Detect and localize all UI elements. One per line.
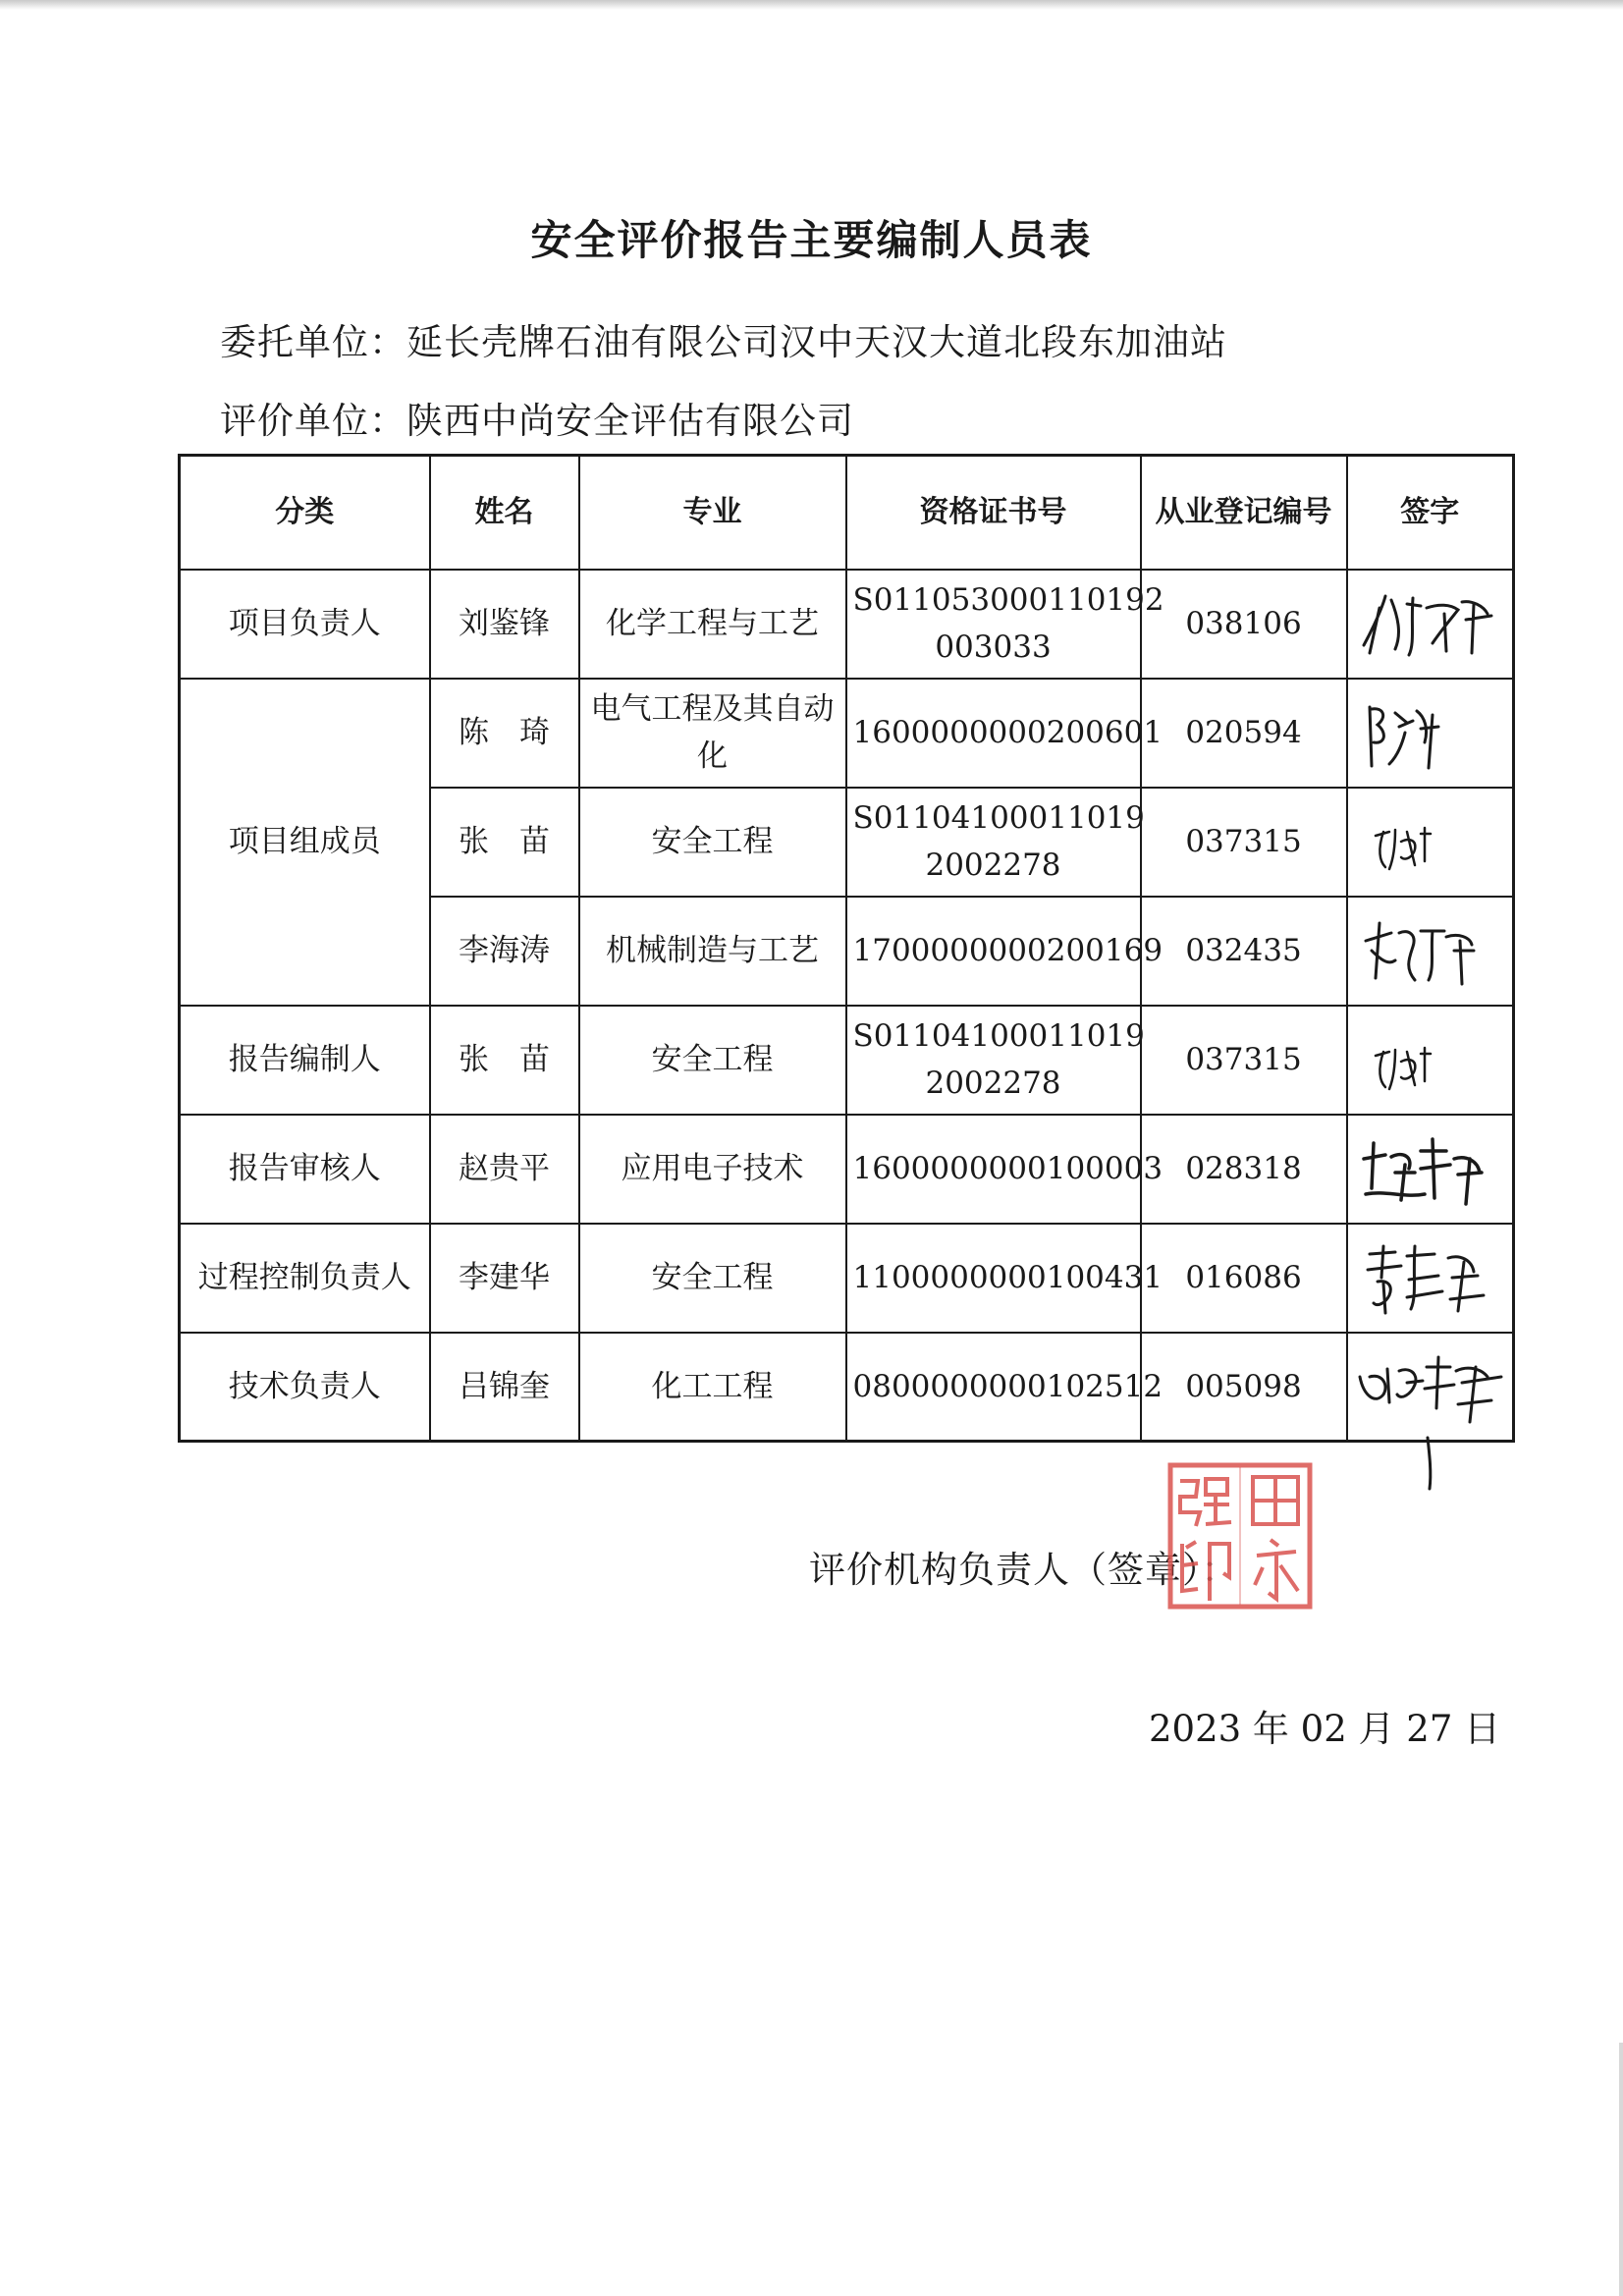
- cell-major: 安全工程: [579, 1224, 846, 1333]
- handwritten-signature-icon: [1356, 1129, 1503, 1208]
- cell-name: 陈 琦: [430, 679, 579, 788]
- handwritten-signature-icon: [1356, 1238, 1503, 1317]
- cell-major: 机械制造与工艺: [579, 897, 846, 1006]
- table-row: [180, 570, 1514, 679]
- cell-major: 化工工程: [579, 1333, 846, 1442]
- cell-major: 化学工程与工艺: [579, 570, 846, 679]
- signature-stroke-mark: [1422, 1434, 1437, 1493]
- cell-cert-no: 1600000000200601: [846, 679, 1141, 788]
- cell-reg-no: 020594: [1141, 679, 1347, 788]
- handwritten-signature-icon: [1356, 584, 1503, 663]
- signature-image: [1347, 1333, 1514, 1442]
- header-reg-no: 从业登记编号: [1141, 456, 1347, 570]
- cell-category: 报告编制人: [180, 1006, 430, 1115]
- cell-major: 安全工程: [579, 1006, 846, 1115]
- cell-category: 过程控制负责人: [180, 1224, 430, 1333]
- table-row: [180, 1224, 1514, 1333]
- header-category: 分类: [180, 456, 430, 570]
- cell-reg-no: 005098: [1141, 1333, 1347, 1442]
- header-signature: 签字: [1347, 456, 1514, 570]
- signature-image: [1347, 1006, 1514, 1115]
- cell-reg-no: 032435: [1141, 897, 1347, 1006]
- client-value: 延长壳牌石油有限公司汉中天汉大道北段东加油站: [406, 321, 1227, 363]
- table-row: [180, 1333, 1514, 1442]
- document-title: 安全评价报告主要编制人员表: [530, 216, 1093, 264]
- cell-cert-no: 1100000000100431: [846, 1224, 1141, 1333]
- scan-edge-top: [0, 0, 1623, 10]
- scan-edge-right: [1619, 2043, 1623, 2296]
- cell-reg-no: 038106: [1141, 570, 1347, 679]
- cell-cert-no: 1600000000100003: [846, 1115, 1141, 1224]
- cell-cert-no: S01104100011019 2002278: [846, 788, 1141, 897]
- table-row: [180, 1006, 1514, 1115]
- cell-major: 电气工程及其自动化: [579, 679, 846, 788]
- cell-name: 李海涛: [430, 897, 579, 1006]
- cell-cert-no: S01104100011019 2002278: [846, 1006, 1141, 1115]
- header-major: 专业: [579, 456, 846, 570]
- table-row: [180, 679, 1514, 788]
- evaluator-value: 陕西中尚安全评估有限公司: [406, 400, 854, 442]
- handwritten-signature-icon: [1354, 1347, 1511, 1426]
- cell-cert-no: 0800000000102512: [846, 1333, 1141, 1442]
- cell-name: 张 苗: [430, 1006, 579, 1115]
- table-header-row: [180, 456, 1514, 570]
- cell-category: 技术负责人: [180, 1333, 430, 1442]
- handwritten-signature-icon: [1356, 1020, 1503, 1099]
- signature-image: [1347, 1224, 1514, 1333]
- signature-image: [1347, 897, 1514, 1006]
- table-row: [180, 1115, 1514, 1224]
- cell-reg-no: 028318: [1141, 1115, 1347, 1224]
- head-sign-label: 评价机构负责人（签章）：: [809, 1549, 1239, 1591]
- cell-major: 应用电子技术: [579, 1115, 846, 1224]
- cell-name: 赵贵平: [430, 1115, 579, 1224]
- cell-name: 吕锦奎: [430, 1333, 579, 1442]
- handwritten-signature-icon: [1356, 802, 1503, 881]
- signature-image: [1347, 1115, 1514, 1224]
- client-line: [220, 312, 1227, 365]
- cell-name: 刘鉴锋: [430, 570, 579, 679]
- document-date: 2023 年 02 月 27 日: [1149, 1708, 1501, 1750]
- evaluator-label: 评价单位：: [220, 400, 406, 442]
- personal-seal-stamp: [1166, 1461, 1314, 1611]
- cell-reg-no: 037315: [1141, 1006, 1347, 1115]
- client-label: 委托单位：: [220, 321, 406, 363]
- cell-cert-no: 1700000000200169: [846, 897, 1141, 1006]
- cell-category: 项目负责人: [180, 570, 430, 679]
- header-cert-no: 资格证书号: [846, 456, 1141, 570]
- cell-name: 张 苗: [430, 788, 579, 897]
- cell-major: 安全工程: [579, 788, 846, 897]
- cell-category: 项目组成员: [180, 679, 430, 1006]
- signature-image: [1347, 788, 1514, 897]
- cell-name: 李建华: [430, 1224, 579, 1333]
- staff-table: [178, 454, 1515, 1443]
- cell-reg-no: 037315: [1141, 788, 1347, 897]
- cell-cert-no: S011053000110192 003033: [846, 570, 1141, 679]
- header-name: 姓名: [430, 456, 579, 570]
- signature-image: [1347, 570, 1514, 679]
- signature-image: [1347, 679, 1514, 788]
- handwritten-signature-icon: [1356, 911, 1503, 990]
- handwritten-signature-icon: [1356, 693, 1503, 772]
- evaluator-line: [220, 391, 854, 444]
- cell-category: 报告审核人: [180, 1115, 430, 1224]
- cell-reg-no: 016086: [1141, 1224, 1347, 1333]
